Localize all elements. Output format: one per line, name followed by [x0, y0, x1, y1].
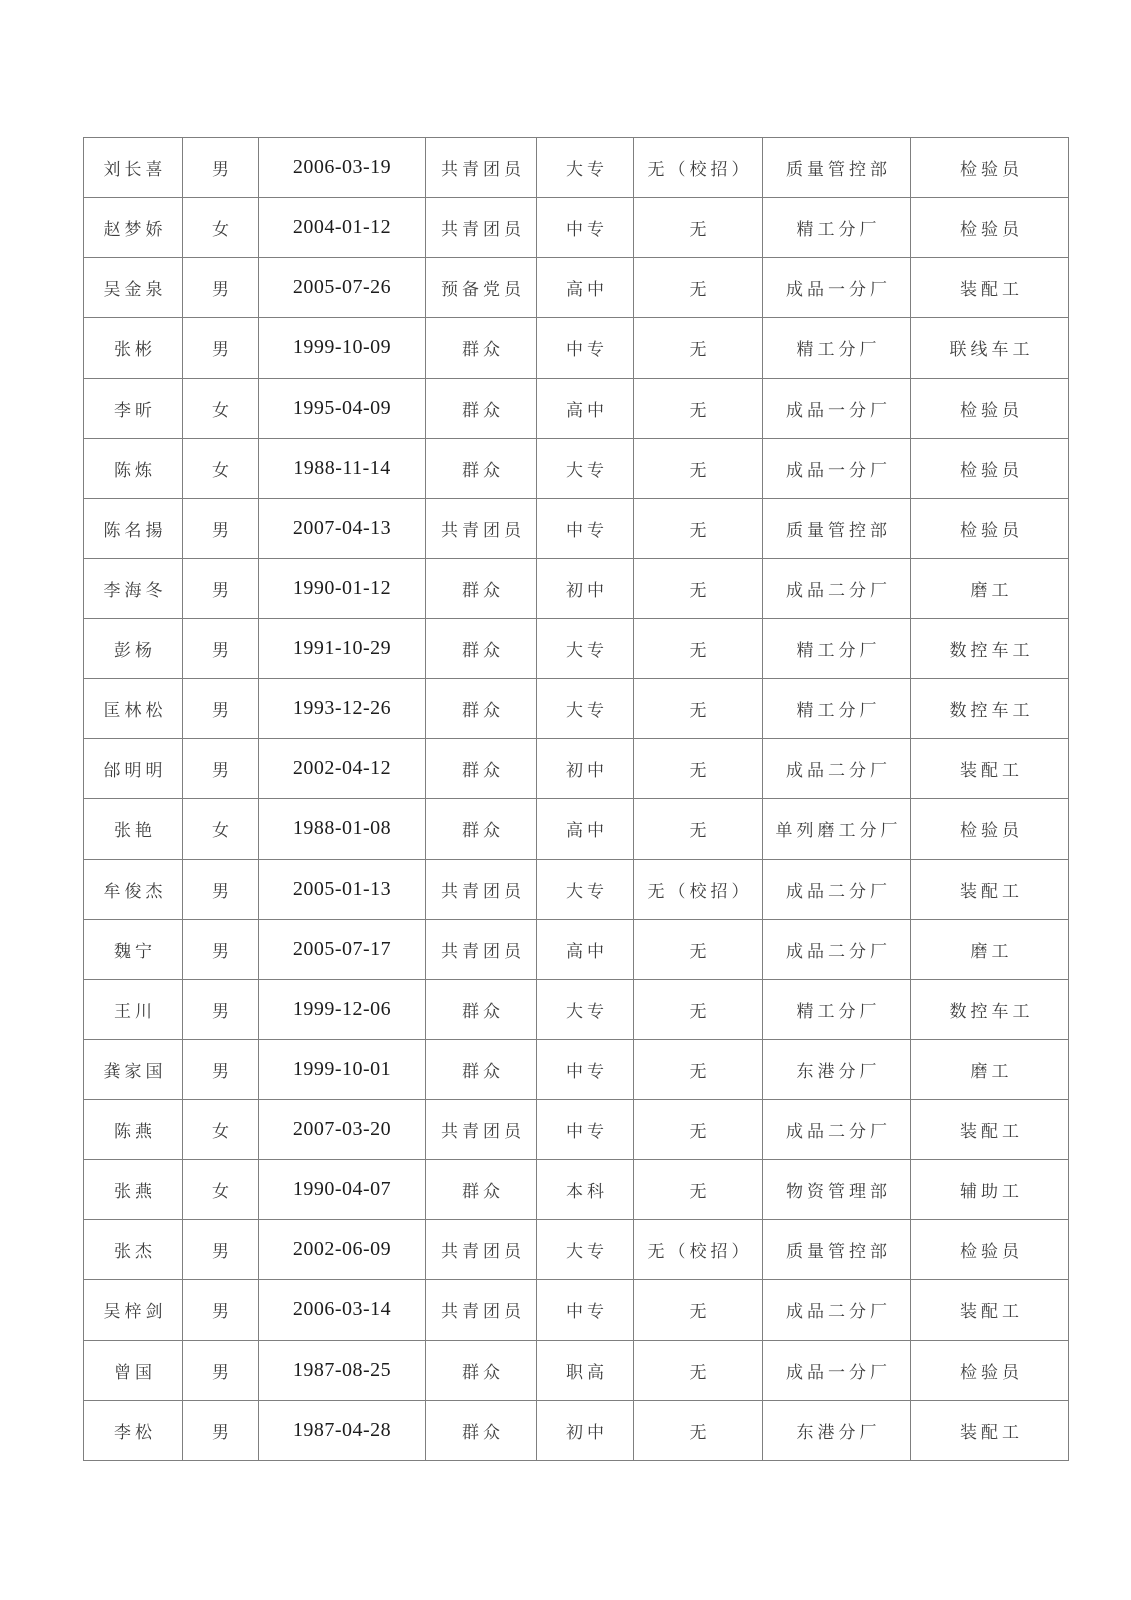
table-row	[84, 1100, 1069, 1160]
cell-political-status: 共青团员	[426, 1220, 537, 1280]
cell-referral: 无	[634, 1340, 763, 1400]
cell-political-status: 共青团员	[426, 859, 537, 919]
cell-education: 大专	[537, 1220, 634, 1280]
cell-birth-date: 2005-07-26	[259, 258, 426, 318]
cell-education: 初中	[537, 739, 634, 799]
cell-referral: 无	[634, 378, 763, 438]
cell-political-status: 群众	[426, 558, 537, 618]
table-row	[84, 378, 1069, 438]
cell-gender: 女	[183, 378, 259, 438]
cell-education: 中专	[537, 1100, 634, 1160]
cell-birth-date: 1987-04-28	[259, 1400, 426, 1460]
cell-birth-date: 1987-08-25	[259, 1340, 426, 1400]
cell-referral: 无	[634, 799, 763, 859]
cell-name: 李昕	[84, 378, 183, 438]
cell-gender: 男	[183, 138, 259, 198]
table-row	[84, 919, 1069, 979]
cell-birth-date: 2007-04-13	[259, 498, 426, 558]
cell-name: 吴金泉	[84, 258, 183, 318]
personnel-table	[83, 137, 1069, 1461]
cell-name: 赵梦娇	[84, 198, 183, 258]
cell-political-status: 共青团员	[426, 198, 537, 258]
cell-gender: 男	[183, 679, 259, 739]
cell-department: 东港分厂	[763, 1039, 911, 1099]
cell-birth-date: 1991-10-29	[259, 619, 426, 679]
cell-gender: 男	[183, 1220, 259, 1280]
cell-birth-date: 2006-03-19	[259, 138, 426, 198]
cell-name: 曾国	[84, 1340, 183, 1400]
cell-political-status: 群众	[426, 1400, 537, 1460]
cell-education: 大专	[537, 138, 634, 198]
cell-political-status: 群众	[426, 318, 537, 378]
cell-name: 张燕	[84, 1160, 183, 1220]
table-row	[84, 859, 1069, 919]
cell-birth-date: 1995-04-09	[259, 378, 426, 438]
cell-position: 装配工	[911, 1100, 1069, 1160]
cell-referral: 无	[634, 1100, 763, 1160]
cell-department: 成品二分厂	[763, 1280, 911, 1340]
table-row	[84, 679, 1069, 739]
cell-position: 装配工	[911, 258, 1069, 318]
cell-gender: 男	[183, 1400, 259, 1460]
cell-gender: 男	[183, 318, 259, 378]
cell-birth-date: 1990-01-12	[259, 558, 426, 618]
cell-position: 磨工	[911, 919, 1069, 979]
cell-gender: 女	[183, 1160, 259, 1220]
cell-department: 质量管控部	[763, 498, 911, 558]
cell-education: 大专	[537, 979, 634, 1039]
cell-referral: 无（校招）	[634, 859, 763, 919]
cell-name: 彭杨	[84, 619, 183, 679]
cell-name: 陈燕	[84, 1100, 183, 1160]
cell-name: 牟俊杰	[84, 859, 183, 919]
cell-referral: 无	[634, 1400, 763, 1460]
table-row	[84, 1039, 1069, 1099]
cell-gender: 男	[183, 739, 259, 799]
cell-gender: 男	[183, 1039, 259, 1099]
table-row	[84, 1220, 1069, 1280]
cell-birth-date: 1988-11-14	[259, 438, 426, 498]
cell-referral: 无	[634, 258, 763, 318]
cell-department: 质量管控部	[763, 1220, 911, 1280]
cell-referral: 无	[634, 558, 763, 618]
cell-political-status: 群众	[426, 1039, 537, 1099]
cell-birth-date: 1999-12-06	[259, 979, 426, 1039]
cell-birth-date: 1999-10-01	[259, 1039, 426, 1099]
table-row	[84, 1160, 1069, 1220]
cell-gender: 男	[183, 498, 259, 558]
cell-birth-date: 2005-01-13	[259, 859, 426, 919]
table-row	[84, 258, 1069, 318]
cell-education: 中专	[537, 318, 634, 378]
table-row	[84, 619, 1069, 679]
cell-name: 匡林松	[84, 679, 183, 739]
cell-birth-date: 2006-03-14	[259, 1280, 426, 1340]
cell-political-status: 群众	[426, 799, 537, 859]
cell-political-status: 群众	[426, 739, 537, 799]
cell-position: 检验员	[911, 498, 1069, 558]
cell-department: 成品二分厂	[763, 859, 911, 919]
cell-department: 精工分厂	[763, 619, 911, 679]
cell-political-status: 共青团员	[426, 919, 537, 979]
cell-referral: 无	[634, 619, 763, 679]
cell-education: 大专	[537, 619, 634, 679]
cell-department: 成品一分厂	[763, 258, 911, 318]
cell-political-status: 共青团员	[426, 1100, 537, 1160]
cell-position: 检验员	[911, 1220, 1069, 1280]
cell-department: 精工分厂	[763, 979, 911, 1039]
table-row	[84, 1400, 1069, 1460]
cell-gender: 男	[183, 919, 259, 979]
cell-political-status: 预备党员	[426, 258, 537, 318]
cell-department: 精工分厂	[763, 679, 911, 739]
cell-name: 刘长喜	[84, 138, 183, 198]
cell-position: 装配工	[911, 1280, 1069, 1340]
cell-referral: 无	[634, 919, 763, 979]
cell-position: 磨工	[911, 558, 1069, 618]
cell-name: 李松	[84, 1400, 183, 1460]
cell-department: 成品一分厂	[763, 378, 911, 438]
cell-education: 大专	[537, 679, 634, 739]
cell-department: 精工分厂	[763, 198, 911, 258]
cell-gender: 男	[183, 1280, 259, 1340]
cell-name: 张艳	[84, 799, 183, 859]
table-row	[84, 198, 1069, 258]
cell-gender: 女	[183, 198, 259, 258]
cell-name: 张彬	[84, 318, 183, 378]
cell-education: 中专	[537, 498, 634, 558]
cell-position: 检验员	[911, 1340, 1069, 1400]
cell-name: 邰明明	[84, 739, 183, 799]
table-row	[84, 1280, 1069, 1340]
cell-education: 高中	[537, 919, 634, 979]
cell-birth-date: 2004-01-12	[259, 198, 426, 258]
cell-name: 魏宁	[84, 919, 183, 979]
cell-referral: 无（校招）	[634, 1220, 763, 1280]
cell-referral: 无	[634, 679, 763, 739]
cell-department: 成品二分厂	[763, 739, 911, 799]
cell-position: 磨工	[911, 1039, 1069, 1099]
table-body	[84, 138, 1069, 1461]
cell-education: 高中	[537, 378, 634, 438]
cell-referral: 无	[634, 198, 763, 258]
cell-position: 辅助工	[911, 1160, 1069, 1220]
cell-referral: 无	[634, 1160, 763, 1220]
cell-education: 职高	[537, 1340, 634, 1400]
cell-department: 东港分厂	[763, 1400, 911, 1460]
cell-gender: 男	[183, 258, 259, 318]
cell-position: 检验员	[911, 378, 1069, 438]
cell-birth-date: 1990-04-07	[259, 1160, 426, 1220]
cell-name: 龚家国	[84, 1039, 183, 1099]
cell-department: 质量管控部	[763, 138, 911, 198]
cell-political-status: 群众	[426, 378, 537, 438]
cell-referral: 无	[634, 979, 763, 1039]
cell-education: 中专	[537, 1039, 634, 1099]
cell-department: 成品二分厂	[763, 919, 911, 979]
table-row	[84, 799, 1069, 859]
cell-gender: 女	[183, 1100, 259, 1160]
cell-political-status: 群众	[426, 979, 537, 1039]
cell-department: 单列磨工分厂	[763, 799, 911, 859]
table-row	[84, 558, 1069, 618]
cell-gender: 女	[183, 438, 259, 498]
cell-referral: 无	[634, 1280, 763, 1340]
cell-department: 成品二分厂	[763, 558, 911, 618]
cell-gender: 男	[183, 979, 259, 1039]
table-row	[84, 318, 1069, 378]
cell-position: 检验员	[911, 198, 1069, 258]
cell-political-status: 群众	[426, 438, 537, 498]
cell-political-status: 群众	[426, 679, 537, 739]
cell-name: 王川	[84, 979, 183, 1039]
cell-position: 数控车工	[911, 679, 1069, 739]
cell-referral: 无	[634, 438, 763, 498]
cell-education: 大专	[537, 438, 634, 498]
cell-birth-date: 1993-12-26	[259, 679, 426, 739]
cell-referral: 无	[634, 318, 763, 378]
cell-position: 装配工	[911, 739, 1069, 799]
cell-position: 检验员	[911, 799, 1069, 859]
cell-referral: 无（校招）	[634, 138, 763, 198]
cell-position: 联线车工	[911, 318, 1069, 378]
cell-political-status: 群众	[426, 1340, 537, 1400]
table-row	[84, 1340, 1069, 1400]
cell-position: 装配工	[911, 859, 1069, 919]
cell-education: 初中	[537, 558, 634, 618]
cell-political-status: 共青团员	[426, 1280, 537, 1340]
cell-gender: 男	[183, 859, 259, 919]
cell-name: 吴梓剑	[84, 1280, 183, 1340]
cell-department: 成品一分厂	[763, 438, 911, 498]
cell-birth-date: 2002-06-09	[259, 1220, 426, 1280]
cell-position: 数控车工	[911, 619, 1069, 679]
cell-birth-date: 1988-01-08	[259, 799, 426, 859]
cell-name: 陈炼	[84, 438, 183, 498]
cell-education: 中专	[537, 1280, 634, 1340]
cell-name: 陈名揚	[84, 498, 183, 558]
cell-name: 张杰	[84, 1220, 183, 1280]
cell-position: 数控车工	[911, 979, 1069, 1039]
cell-department: 成品二分厂	[763, 1100, 911, 1160]
cell-position: 检验员	[911, 138, 1069, 198]
cell-gender: 男	[183, 558, 259, 618]
cell-political-status: 群众	[426, 1160, 537, 1220]
cell-referral: 无	[634, 1039, 763, 1099]
cell-education: 初中	[537, 1400, 634, 1460]
cell-gender: 男	[183, 619, 259, 679]
cell-gender: 女	[183, 799, 259, 859]
cell-education: 中专	[537, 198, 634, 258]
table-row	[84, 138, 1069, 198]
table-row	[84, 979, 1069, 1039]
cell-education: 高中	[537, 799, 634, 859]
cell-birth-date: 2005-07-17	[259, 919, 426, 979]
cell-political-status: 共青团员	[426, 138, 537, 198]
cell-political-status: 共青团员	[426, 498, 537, 558]
cell-department: 精工分厂	[763, 318, 911, 378]
cell-education: 高中	[537, 258, 634, 318]
cell-birth-date: 1999-10-09	[259, 318, 426, 378]
cell-name: 李海冬	[84, 558, 183, 618]
table-row	[84, 438, 1069, 498]
cell-education: 本科	[537, 1160, 634, 1220]
cell-birth-date: 2002-04-12	[259, 739, 426, 799]
cell-education: 大专	[537, 859, 634, 919]
cell-birth-date: 2007-03-20	[259, 1100, 426, 1160]
cell-department: 成品一分厂	[763, 1340, 911, 1400]
table-row	[84, 498, 1069, 558]
cell-gender: 男	[183, 1340, 259, 1400]
cell-position: 装配工	[911, 1400, 1069, 1460]
cell-referral: 无	[634, 498, 763, 558]
cell-department: 物资管理部	[763, 1160, 911, 1220]
cell-referral: 无	[634, 739, 763, 799]
cell-political-status: 群众	[426, 619, 537, 679]
cell-position: 检验员	[911, 438, 1069, 498]
table-row	[84, 739, 1069, 799]
